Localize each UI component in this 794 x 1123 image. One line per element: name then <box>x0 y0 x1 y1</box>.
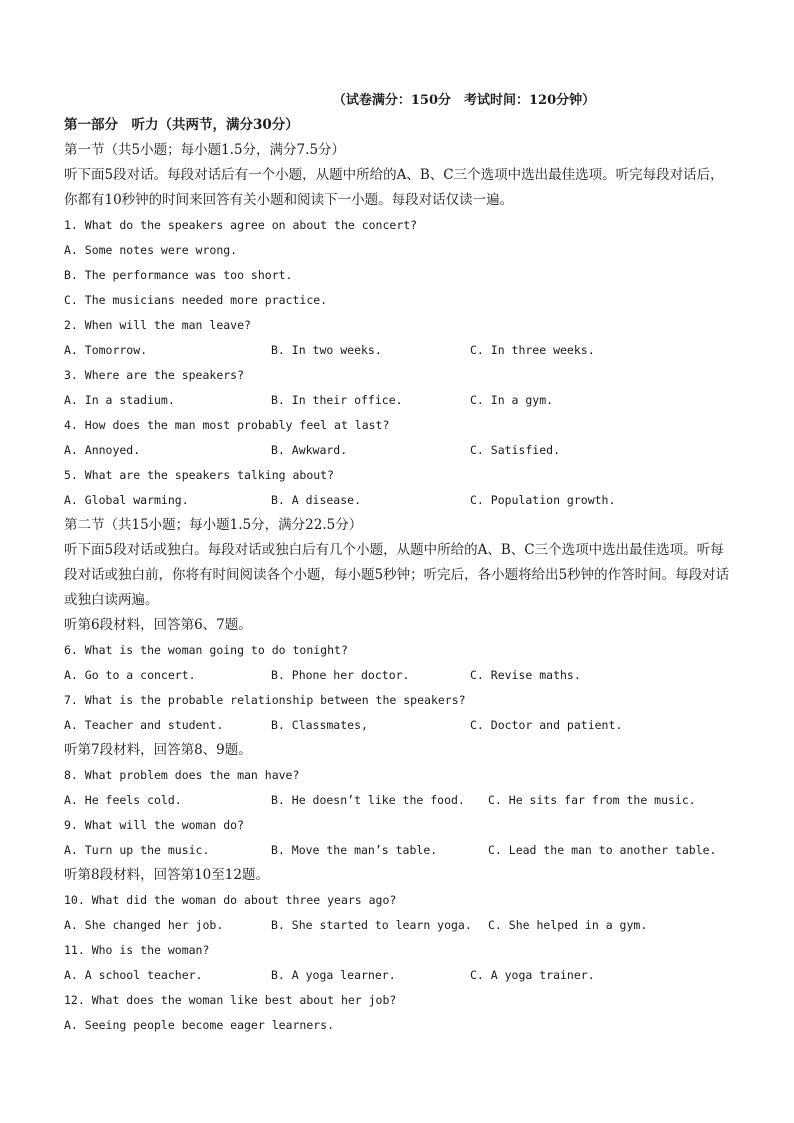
option-a: A. A school teacher. <box>64 968 203 982</box>
option-c: C. He sits far from the music. <box>488 793 696 807</box>
option-b: B. In two weeks. <box>271 343 382 357</box>
question-9: 9. What will the woman do? <box>64 818 245 832</box>
option-c: C. Lead the man to another table. <box>488 843 717 857</box>
option-b: B. Move the man’s table. <box>271 843 438 857</box>
option-c: C. The musicians needed more practice. <box>64 293 328 307</box>
option-c: C. Satisfied. <box>470 443 561 457</box>
material-heading: 听第7段材料，回答第8、9题。 <box>64 742 252 758</box>
section-instructions: 听下面5段对话或独白。每段对话或独白后有几个小题，从题中所给的A、B、C三个选项中选出最佳选项。听每段对话或独白前，你将有时间阅读各个小题，每小题5秒钟；听完后，各小题将给出5秒钟的作答时间。每段对话或独白读两遍。 <box>64 542 730 608</box>
option-a: A. Go to a concert. <box>64 668 196 682</box>
option-b: B. The performance was too short. <box>64 268 293 282</box>
option-b: B. She started to learn yoga. <box>271 918 472 932</box>
options-row <box>64 963 734 988</box>
option-c: C. In a gym. <box>470 393 554 407</box>
option-c: C. Revise maths. <box>470 668 581 682</box>
question-11: 11. Who is the woman? <box>64 943 210 957</box>
option-b: B. In their office. <box>271 393 403 407</box>
option-a: A. Some notes were wrong. <box>64 243 238 257</box>
option-c: C. A yoga trainer. <box>470 968 595 982</box>
option-a: A. Turn up the music. <box>64 843 210 857</box>
option-b: B. Awkward. <box>271 443 348 457</box>
option-b: B. Phone her doctor. <box>271 668 410 682</box>
question-1: 1. What do the speakers agree on about the concert? <box>64 218 418 232</box>
option-c: C. She helped in a gym. <box>488 918 648 932</box>
options-row <box>64 913 734 938</box>
material-heading: 听第6段材料，回答第6、7题。 <box>64 617 252 633</box>
question-3: 3. Where are the speakers? <box>64 368 245 382</box>
option-b: B. A disease. <box>271 493 362 507</box>
option-b: B. A yoga learner. <box>271 968 396 982</box>
option-a: A. Seeing people become eager learners. <box>64 1018 335 1032</box>
question-2: 2. When will the man leave? <box>64 318 251 332</box>
option-a: A. Teacher and student. <box>64 718 224 732</box>
part-title: 第一部分 听力（共两节，满分30分） <box>64 117 299 133</box>
options-row <box>64 388 734 413</box>
options-row <box>64 663 734 688</box>
option-c: C. Doctor and patient. <box>470 718 623 732</box>
section-instructions: 听下面5段对话。每段对话后有一个小题，从题中所给的A、B、C三个选项中选出最佳选项。听完每段对话后，你都有10秒钟的时间来回答有关小题和阅读下一小题。每段对话仅读一遍。 <box>64 167 724 208</box>
question-7: 7. What is the probable relationship between the speakers? <box>64 693 466 707</box>
option-a: A. In a stadium. <box>64 393 175 407</box>
option-b: B. He doesn’t like the food. <box>271 793 465 807</box>
options-row <box>64 788 734 813</box>
options-row <box>64 713 734 738</box>
section-title: 第一节（共5小题；每小题1.5分，满分7.5分） <box>64 142 346 158</box>
question-8: 8. What problem does the man have? <box>64 768 300 782</box>
question-10: 10. What did the woman do about three years ago? <box>64 893 397 907</box>
option-b: B. Classmates, <box>271 718 368 732</box>
options-row <box>64 838 734 863</box>
question-4: 4. How does the man most probably feel at last? <box>64 418 390 432</box>
section-title: 第二节（共15小题；每小题1.5分，满分22.5分） <box>64 517 363 533</box>
options-row <box>64 438 734 463</box>
option-a: A. Annoyed. <box>64 443 141 457</box>
option-a: A. Global warming. <box>64 493 189 507</box>
exam-header: （试卷满分：150分 考试时间：120分钟） <box>332 93 596 108</box>
material-heading: 听第8段材料，回答第10至12题。 <box>64 867 269 883</box>
question-6: 6. What is the woman going to do tonight? <box>64 643 348 657</box>
option-c: C. In three weeks. <box>470 343 595 357</box>
options-row <box>64 488 734 513</box>
options-row <box>64 338 734 363</box>
question-5: 5. What are the speakers talking about? <box>64 468 335 482</box>
option-c: C. Population growth. <box>470 493 616 507</box>
option-a: A. She changed her job. <box>64 918 224 932</box>
option-a: A. He feels cold. <box>64 793 182 807</box>
question-12: 12. What does the woman like best about her job? <box>64 993 397 1007</box>
option-a: A. Tomorrow. <box>64 343 148 357</box>
exam-page <box>64 88 734 1038</box>
